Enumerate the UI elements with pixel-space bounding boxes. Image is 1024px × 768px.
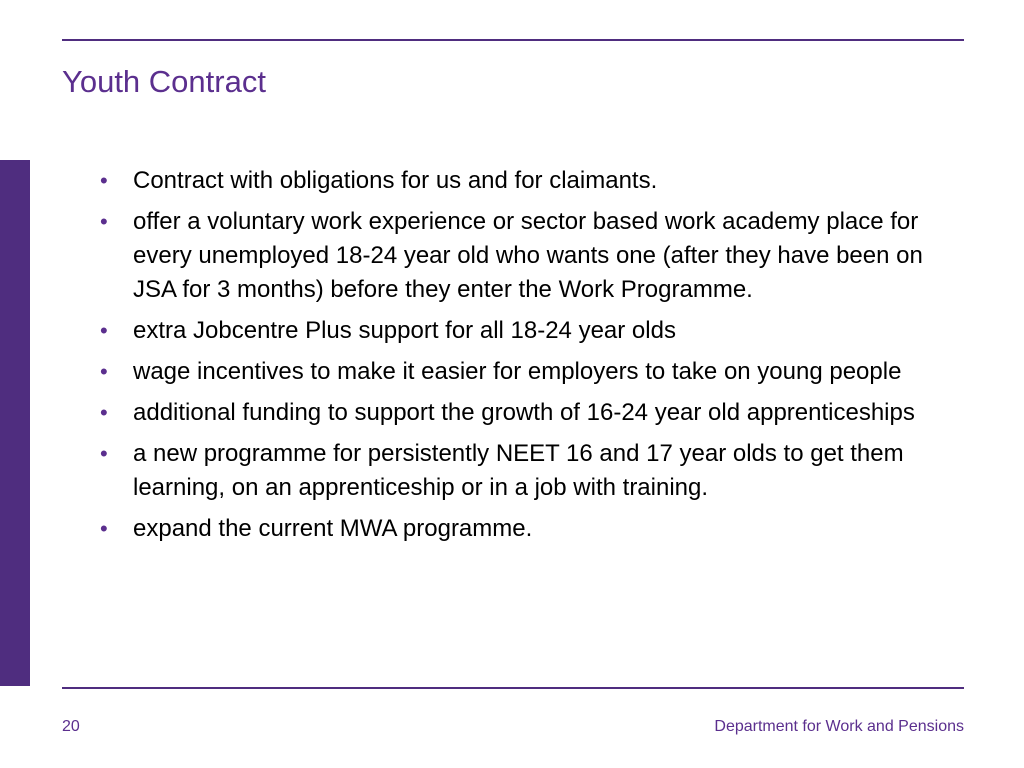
bullet-text: a new programme for persistently NEET 16 and 17 year olds to get them learning, on an apprenticeship or in a job with training. xyxy=(133,440,904,501)
bullet-icon: • xyxy=(100,359,108,384)
bullet-text: Contract with obligations for us and for claimants. xyxy=(133,167,658,194)
bullet-text: expand the current MWA programme. xyxy=(133,515,533,542)
bullet-list xyxy=(100,164,960,553)
bullet-icon: • xyxy=(100,516,108,541)
bullet-item xyxy=(100,512,960,546)
bullet-icon: • xyxy=(100,168,108,193)
bullet-text: wage incentives to make it easier for employers to take on young people xyxy=(133,358,902,385)
side-accent-bar xyxy=(0,160,30,686)
bullet-text: extra Jobcentre Plus support for all 18-24 year olds xyxy=(133,317,676,344)
bullet-item xyxy=(100,164,960,198)
page-number: 20 xyxy=(62,718,80,735)
bullet-icon: • xyxy=(100,209,108,234)
bottom-divider xyxy=(62,687,964,689)
bullet-item xyxy=(100,437,960,505)
bullet-icon: • xyxy=(100,400,108,425)
slide-title: Youth Contract xyxy=(62,64,266,99)
bullet-item xyxy=(100,314,960,348)
bullet-text: offer a voluntary work experience or sector based work academy place for every unemployed 18-24 year old who wants one (after they have been on JSA for 3 months) before they enter the Work Programme. xyxy=(133,208,923,303)
bullet-icon: • xyxy=(100,441,108,466)
bullet-item xyxy=(100,396,960,430)
bullet-text: additional funding to support the growth of 16-24 year old apprenticeships xyxy=(133,399,915,426)
bullet-item xyxy=(100,355,960,389)
bullet-item xyxy=(100,205,960,307)
footer-organization: Department for Work and Pensions xyxy=(714,718,964,735)
bullet-icon: • xyxy=(100,318,108,343)
top-divider xyxy=(62,39,964,41)
